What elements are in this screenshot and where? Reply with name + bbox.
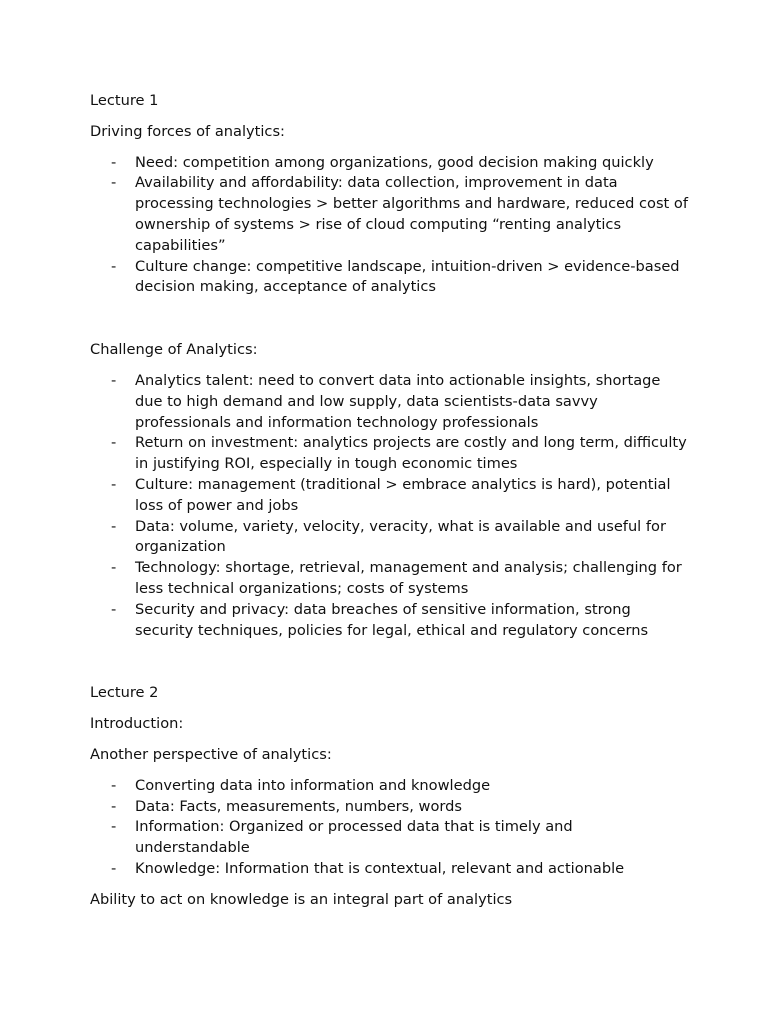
list-item: - Knowledge: Information that is contextual, relevant and actionable: [90, 859, 690, 880]
dash-bullet: -: [111, 517, 117, 535]
introduction-label: Introduction:: [90, 715, 184, 733]
dash-bullet: -: [111, 559, 117, 577]
dash-bullet: -: [111, 153, 117, 171]
dash-bullet: -: [111, 434, 117, 452]
dash-bullet: -: [111, 371, 117, 389]
dash-bullet: -: [111, 859, 117, 877]
list-item: - Technology: shortage, retrieval, management and analysis; challenging for less technical organizations; costs of systems: [111, 559, 682, 597]
dash-bullet: -: [111, 797, 117, 815]
driving-forces-title: Driving forces of analytics:: [90, 122, 285, 140]
driving-forces-list: [90, 153, 690, 299]
challenges-list: [90, 371, 690, 641]
list-item: - Availability and affordability: data collection, improvement in data processing technologies > better algorithms and hardware, reduced cost of ownership of systems > rise of cloud computing “renting analytics capabilities”: [111, 174, 688, 254]
dash-bullet: -: [111, 174, 117, 192]
list-item: - Analytics talent: need to convert data into actionable insights, shortage due to high demand and low supply, data scientists-data savvy professionals and information technology professionals: [111, 371, 661, 431]
perspective-list: [90, 776, 690, 880]
dash-bullet: -: [111, 257, 117, 275]
list-item: - Information: Organized or processed data that is timely and understandable: [111, 818, 573, 857]
closing-statement: Ability to act on knowledge is an integral part of analytics: [90, 890, 513, 908]
lecture1-heading: Lecture 1: [90, 92, 159, 109]
dash-bullet: -: [111, 776, 117, 794]
list-item: - Data: Facts, measurements, numbers, words: [90, 797, 690, 818]
lecture2-heading: Lecture 2: [90, 684, 159, 702]
list-item: - Data: volume, variety, velocity, veracity, what is available and useful for organization: [111, 517, 666, 556]
dash-bullet: -: [111, 818, 117, 836]
perspective-title: Another perspective of analytics:: [90, 745, 332, 763]
list-item: - Culture: management (traditional > embrace analytics is hard), potential loss of power and jobs: [111, 475, 671, 514]
list-item: - Converting data into information and knowledge: [90, 776, 690, 797]
challenges-title: Challenge of Analytics:: [90, 341, 258, 359]
dash-bullet: -: [111, 475, 117, 493]
list-item: - Culture change: competitive landscape, intuition-driven > evidence-based decision making, acceptance of analytics: [111, 257, 680, 296]
list-item: - Need: competition among organizations, good decision making quickly: [90, 153, 690, 174]
dash-bullet: -: [111, 600, 117, 618]
list-item: - Security and privacy: data breaches of sensitive information, strong security techniques, policies for legal, ethical and regulatory concerns: [111, 600, 649, 639]
document-page: [90, 91, 690, 911]
list-item: - Return on investment: analytics projects are costly and long term, difficulty in justifying ROI, especially in tough economic times: [111, 434, 687, 473]
